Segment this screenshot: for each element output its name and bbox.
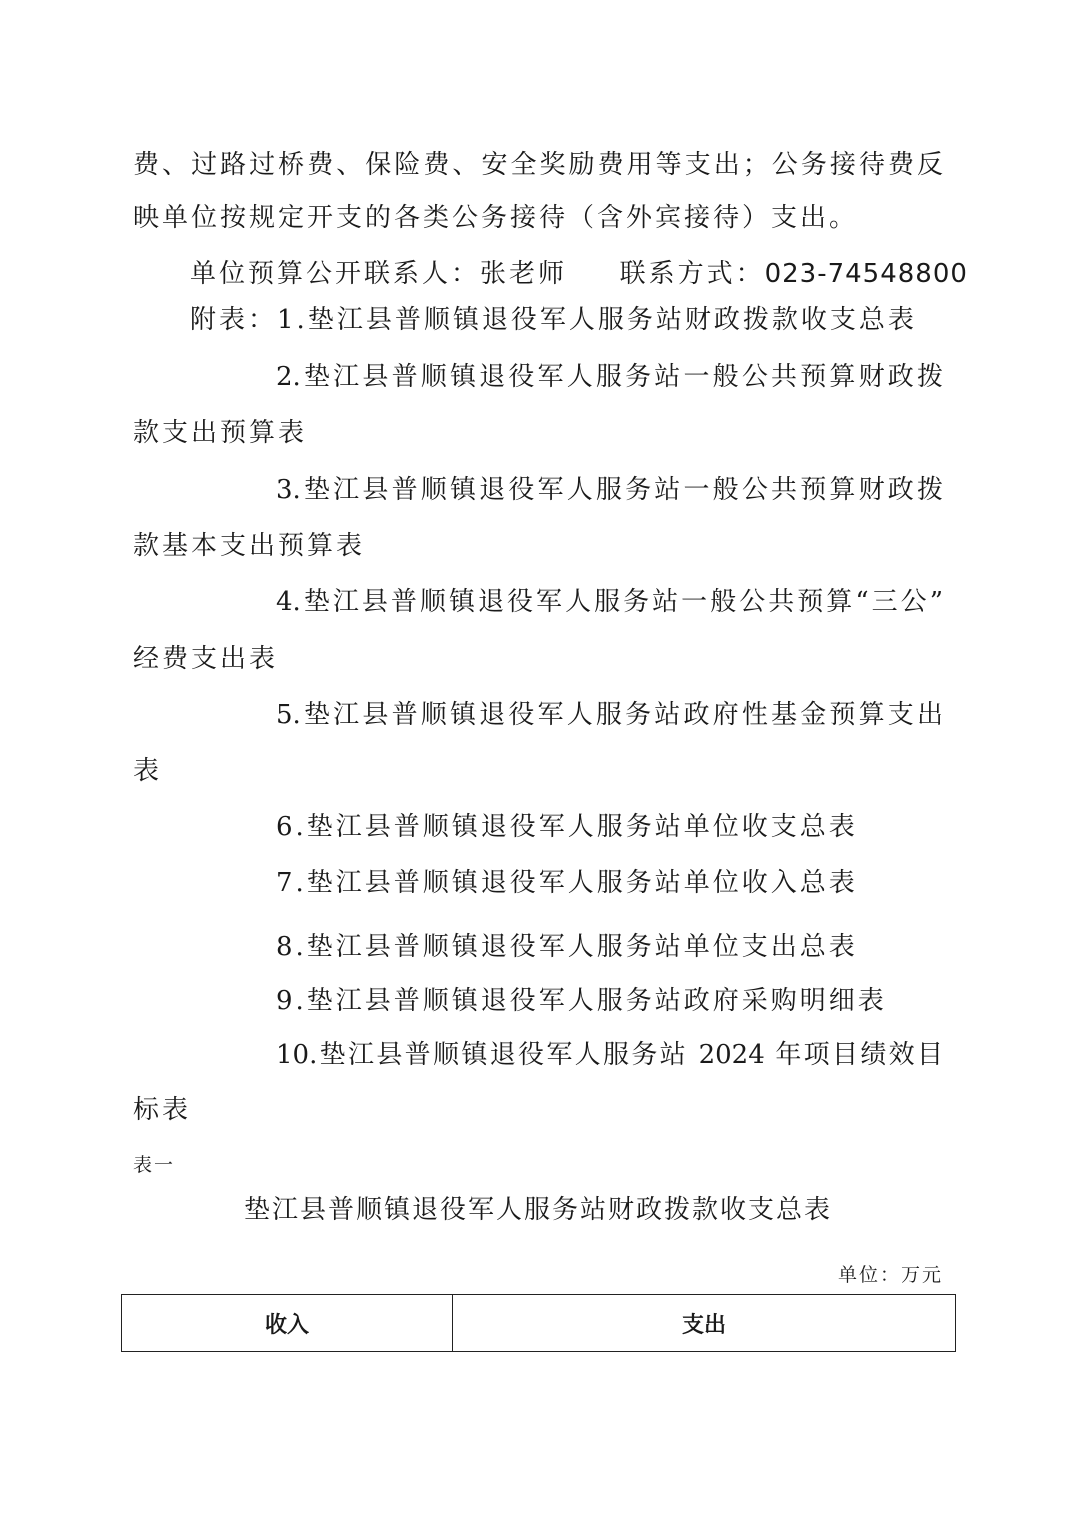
header-expenditure: 支出 [453,1295,956,1352]
attachment-item-8: 8.垫江县普顺镇退役军人服务站单位支出总表 [276,932,858,962]
attachment-item-5-cont: 表 [133,756,163,786]
attachment-item-3: 3.垫江县普顺镇退役军人服务站一般公共预算财政拨 [276,475,943,505]
attachment-item-5: 5.垫江县普顺镇退役军人服务站政府性基金预算支出 [276,700,943,730]
attachment-item-2-cont: 款支出预算表 [133,418,308,448]
attachment-item-10-cont: 标表 [133,1095,192,1125]
attachment-item-3-cont: 款基本支出预算表 [133,531,366,561]
attachment-item-2: 2.垫江县普顺镇退役军人服务站一般公共预算财政拨 [276,362,943,392]
attachments-prefix: 附表： [190,305,278,335]
attachment-item-10: 10.垫江县普顺镇退役军人服务站 2024 年项目绩效目 [276,1040,943,1070]
contact-line [190,254,968,294]
paragraph-line-1: 费、过路过桥费、保险费、安全奖励费用等支出；公务接待费反 [133,150,943,180]
summary-table [121,1294,956,1352]
attachment-item-7: 7.垫江县普顺镇退役军人服务站单位收入总表 [276,868,858,898]
table-unit: 单位：万元 [837,1264,943,1286]
contact-phone: 023-74548800 [764,259,968,289]
table-title: 垫江县普顺镇退役军人服务站财政拨款收支总表 [243,1195,832,1225]
attachment-item-1 [190,300,917,340]
table-header-row [122,1295,956,1352]
attachment-item-4: 4.垫江县普顺镇退役军人服务站一般公共预算“三公” [276,587,943,617]
paragraph-line-2: 映单位按规定开支的各类公务接待（含外宾接待）支出。 [133,203,859,233]
header-income: 收入 [122,1295,453,1352]
contact-name: 张老师 [480,259,568,289]
table-label: 表一 [133,1154,176,1176]
contact-label: 单位预算公开联系人： [190,259,481,289]
attachment-item-4-cont: 经费支出表 [133,644,279,674]
attachment-item-1-text: 1.垫江县普顺镇退役军人服务站财政拨款收支总表 [277,305,917,335]
attachment-item-6: 6.垫江县普顺镇退役军人服务站单位收支总表 [276,812,858,842]
attachment-item-9: 9.垫江县普顺镇退役军人服务站政府采购明细表 [276,986,887,1016]
contact-method-label: 联系方式： [619,259,765,289]
